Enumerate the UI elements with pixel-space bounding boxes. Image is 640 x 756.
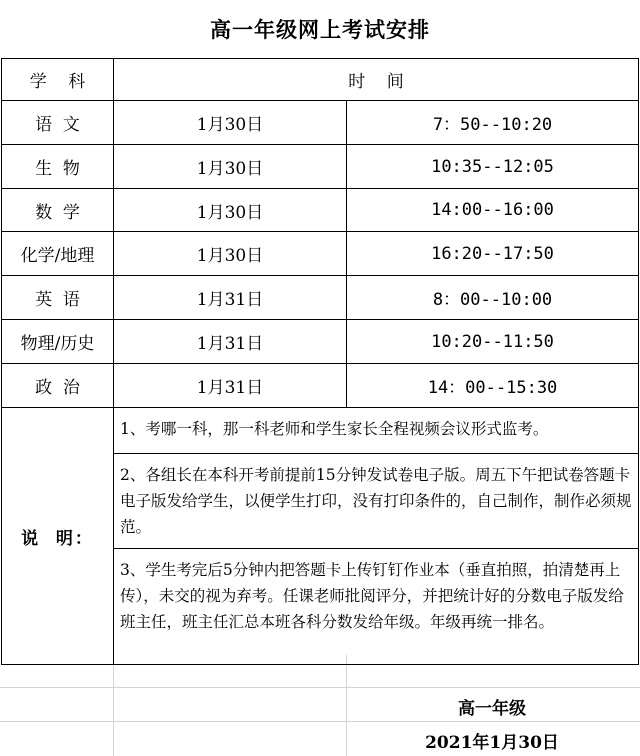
time-cell[interactable]: 7：50--10:20 bbox=[347, 101, 639, 145]
header-row bbox=[2, 59, 639, 101]
subject-cell[interactable]: 政 治 bbox=[2, 364, 114, 408]
table-row bbox=[2, 145, 639, 189]
date-cell[interactable]: 1月31日 bbox=[114, 320, 347, 364]
date-cell[interactable]: 1月30日 bbox=[114, 101, 347, 145]
gridline bbox=[0, 687, 640, 688]
subject-cell[interactable]: 化学/地理 bbox=[2, 232, 114, 276]
footer-organization[interactable]: 高一年级 bbox=[458, 699, 526, 719]
subject-cell[interactable]: 生 物 bbox=[2, 145, 114, 189]
date-cell[interactable]: 1月30日 bbox=[114, 189, 347, 232]
date-cell[interactable]: 1月30日 bbox=[114, 232, 347, 276]
notes-row bbox=[2, 408, 639, 454]
footer-date[interactable]: 2021年1月30日 bbox=[425, 733, 559, 753]
time-cell[interactable]: 8：00--10:00 bbox=[347, 276, 639, 320]
subject-cell[interactable]: 语 文 bbox=[2, 101, 114, 145]
date-cell[interactable]: 1月30日 bbox=[114, 145, 347, 189]
schedule-table bbox=[1, 58, 639, 665]
table-row bbox=[2, 320, 639, 364]
header-subject[interactable]: 学 科 bbox=[2, 59, 114, 101]
time-cell[interactable]: 14：00--15:30 bbox=[347, 364, 639, 408]
page-title: 高一年级网上考试安排 bbox=[210, 17, 430, 42]
time-cell[interactable]: 16:20--17:50 bbox=[347, 232, 639, 276]
note-item[interactable]: 3、学生考完后5分钟内把答题卡上传钉钉作业本（垂直拍照，拍清楚再上传），未交的视为弃考。任课老师批阅评分，并把统计好的分数电子版发给班主任，班主任汇总本班各科分数发给年级。年级再统一排名。 bbox=[114, 549, 639, 665]
table-row bbox=[2, 189, 639, 232]
table-row bbox=[2, 276, 639, 320]
table-row bbox=[2, 364, 639, 408]
gridline bbox=[0, 721, 640, 722]
time-cell[interactable]: 14:00--16:00 bbox=[347, 189, 639, 232]
time-cell[interactable]: 10:35--12:05 bbox=[347, 145, 639, 189]
date-cell[interactable]: 1月31日 bbox=[114, 364, 347, 408]
subject-cell[interactable]: 英 语 bbox=[2, 276, 114, 320]
gridline bbox=[113, 655, 114, 756]
subject-cell[interactable]: 数 学 bbox=[2, 189, 114, 232]
header-time[interactable]: 时 间 bbox=[114, 59, 639, 101]
table-row bbox=[2, 232, 639, 276]
note-item[interactable]: 2、各组长在本科开考前提前15分钟发试卷电子版。周五下午把试卷答题卡电子版发给学生，以便学生打印，没有打印条件的，自己制作，制作必须规范。 bbox=[114, 454, 639, 549]
note-item[interactable]: 1、考哪一科，那一科老师和学生家长全程视频会议形式监考。 bbox=[114, 408, 639, 454]
notes-label[interactable]: 说 明： bbox=[2, 408, 114, 665]
time-cell[interactable]: 10:20--11:50 bbox=[347, 320, 639, 364]
subject-cell[interactable]: 物理/历史 bbox=[2, 320, 114, 364]
table-row bbox=[2, 101, 639, 145]
date-cell[interactable]: 1月31日 bbox=[114, 276, 347, 320]
